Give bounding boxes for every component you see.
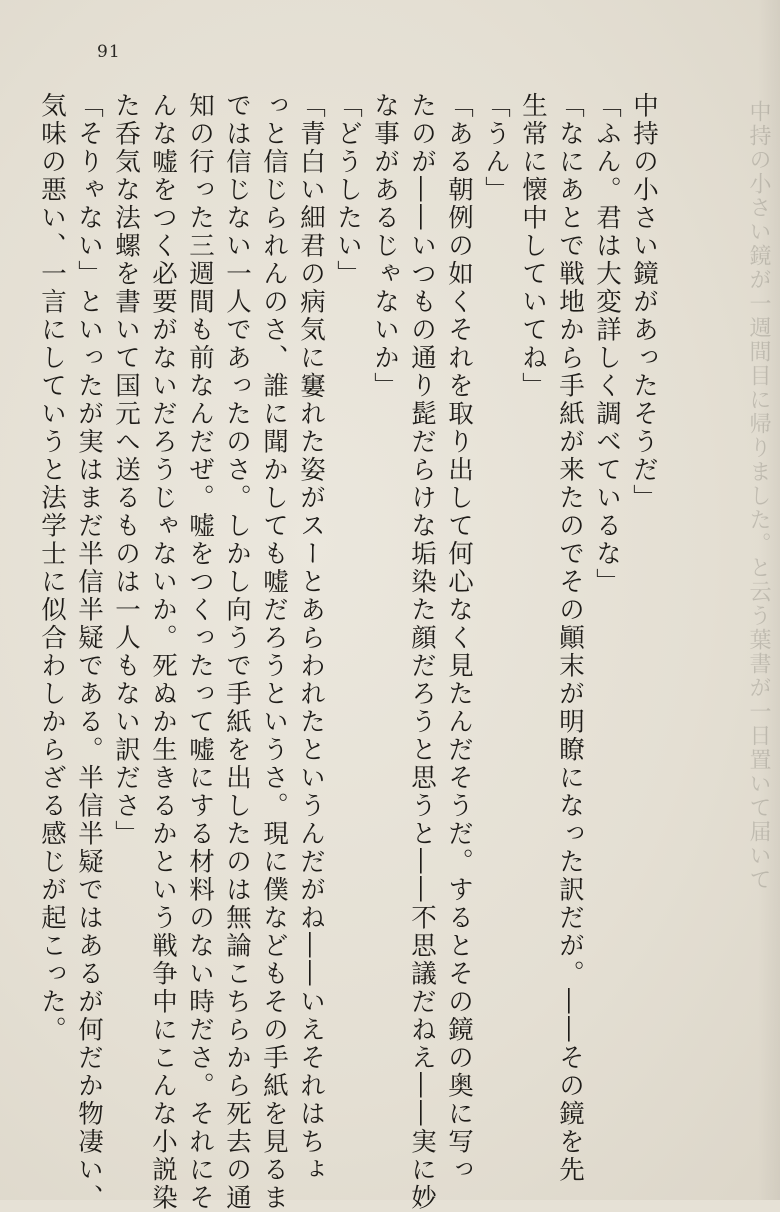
text-line: 「どうしたい」: [333, 92, 363, 288]
text-line: っと信じられんのさ、誰に聞かしても嘘だろうというさ。現に僕などもその手紙を見るま: [259, 92, 289, 1212]
page-edge-shadow: [746, 0, 780, 1200]
text-line: 「青白い細君の病気に窶れた姿がスーとあらわれたというんだがね――いえそれはちょ: [296, 92, 326, 1184]
text-line: では信じない一人であったのさ。しかし向うで手紙を出したのは無論こちらから死去の通: [222, 92, 252, 1212]
text-line: 生常に懐中していてね」: [518, 92, 548, 400]
bleed-through-text: 中持の小さい鏡が一週間目に帰りました。と云う葉書が一日置いて届いて: [746, 100, 771, 892]
body-text: [37, 92, 662, 1212]
text-line: な事があるじゃないか」: [370, 92, 400, 400]
page-number: 91: [97, 42, 121, 62]
text-line: 「うん」: [481, 92, 511, 204]
text-line: んな嘘をつく必要がないだろうじゃないか。死ぬか生きるかという戦争中にこんな小説染: [148, 92, 178, 1212]
text-line: 「なにあとで戦地から手紙が来たのでその顚末が明瞭になった訳だが。――その鏡を先: [555, 92, 585, 1184]
text-line: 「そりゃない」といったが実はまだ半信半疑である。半信半疑ではあるが何だか物凄い、: [74, 92, 104, 1212]
text-line: 「ふん。君は大変詳しく調べているな」: [592, 92, 622, 596]
text-line: 気味の悪い、一言にしていうと法学士に似合わしからざる感じが起こった。: [37, 92, 67, 1044]
text-line: 知の行った三週間も前なんだぜ。嘘をつくったって嘘にする材料のない時ださ。それにそ: [185, 92, 215, 1212]
text-line: たのが――いつもの通り髭だらけな垢染た顔だろうと思うと――不思議だねえ――実に妙: [407, 92, 437, 1212]
text-line: 「ある朝例の如くそれを取り出して何心なく見たんだそうだ。するとその鏡の奥に写っ: [444, 92, 474, 1184]
text-line: 中持の小さい鏡があったそうだ」: [629, 92, 659, 512]
text-line: た呑気な法螺を書いて国元へ送るものは一人もない訳ださ」: [111, 92, 141, 848]
